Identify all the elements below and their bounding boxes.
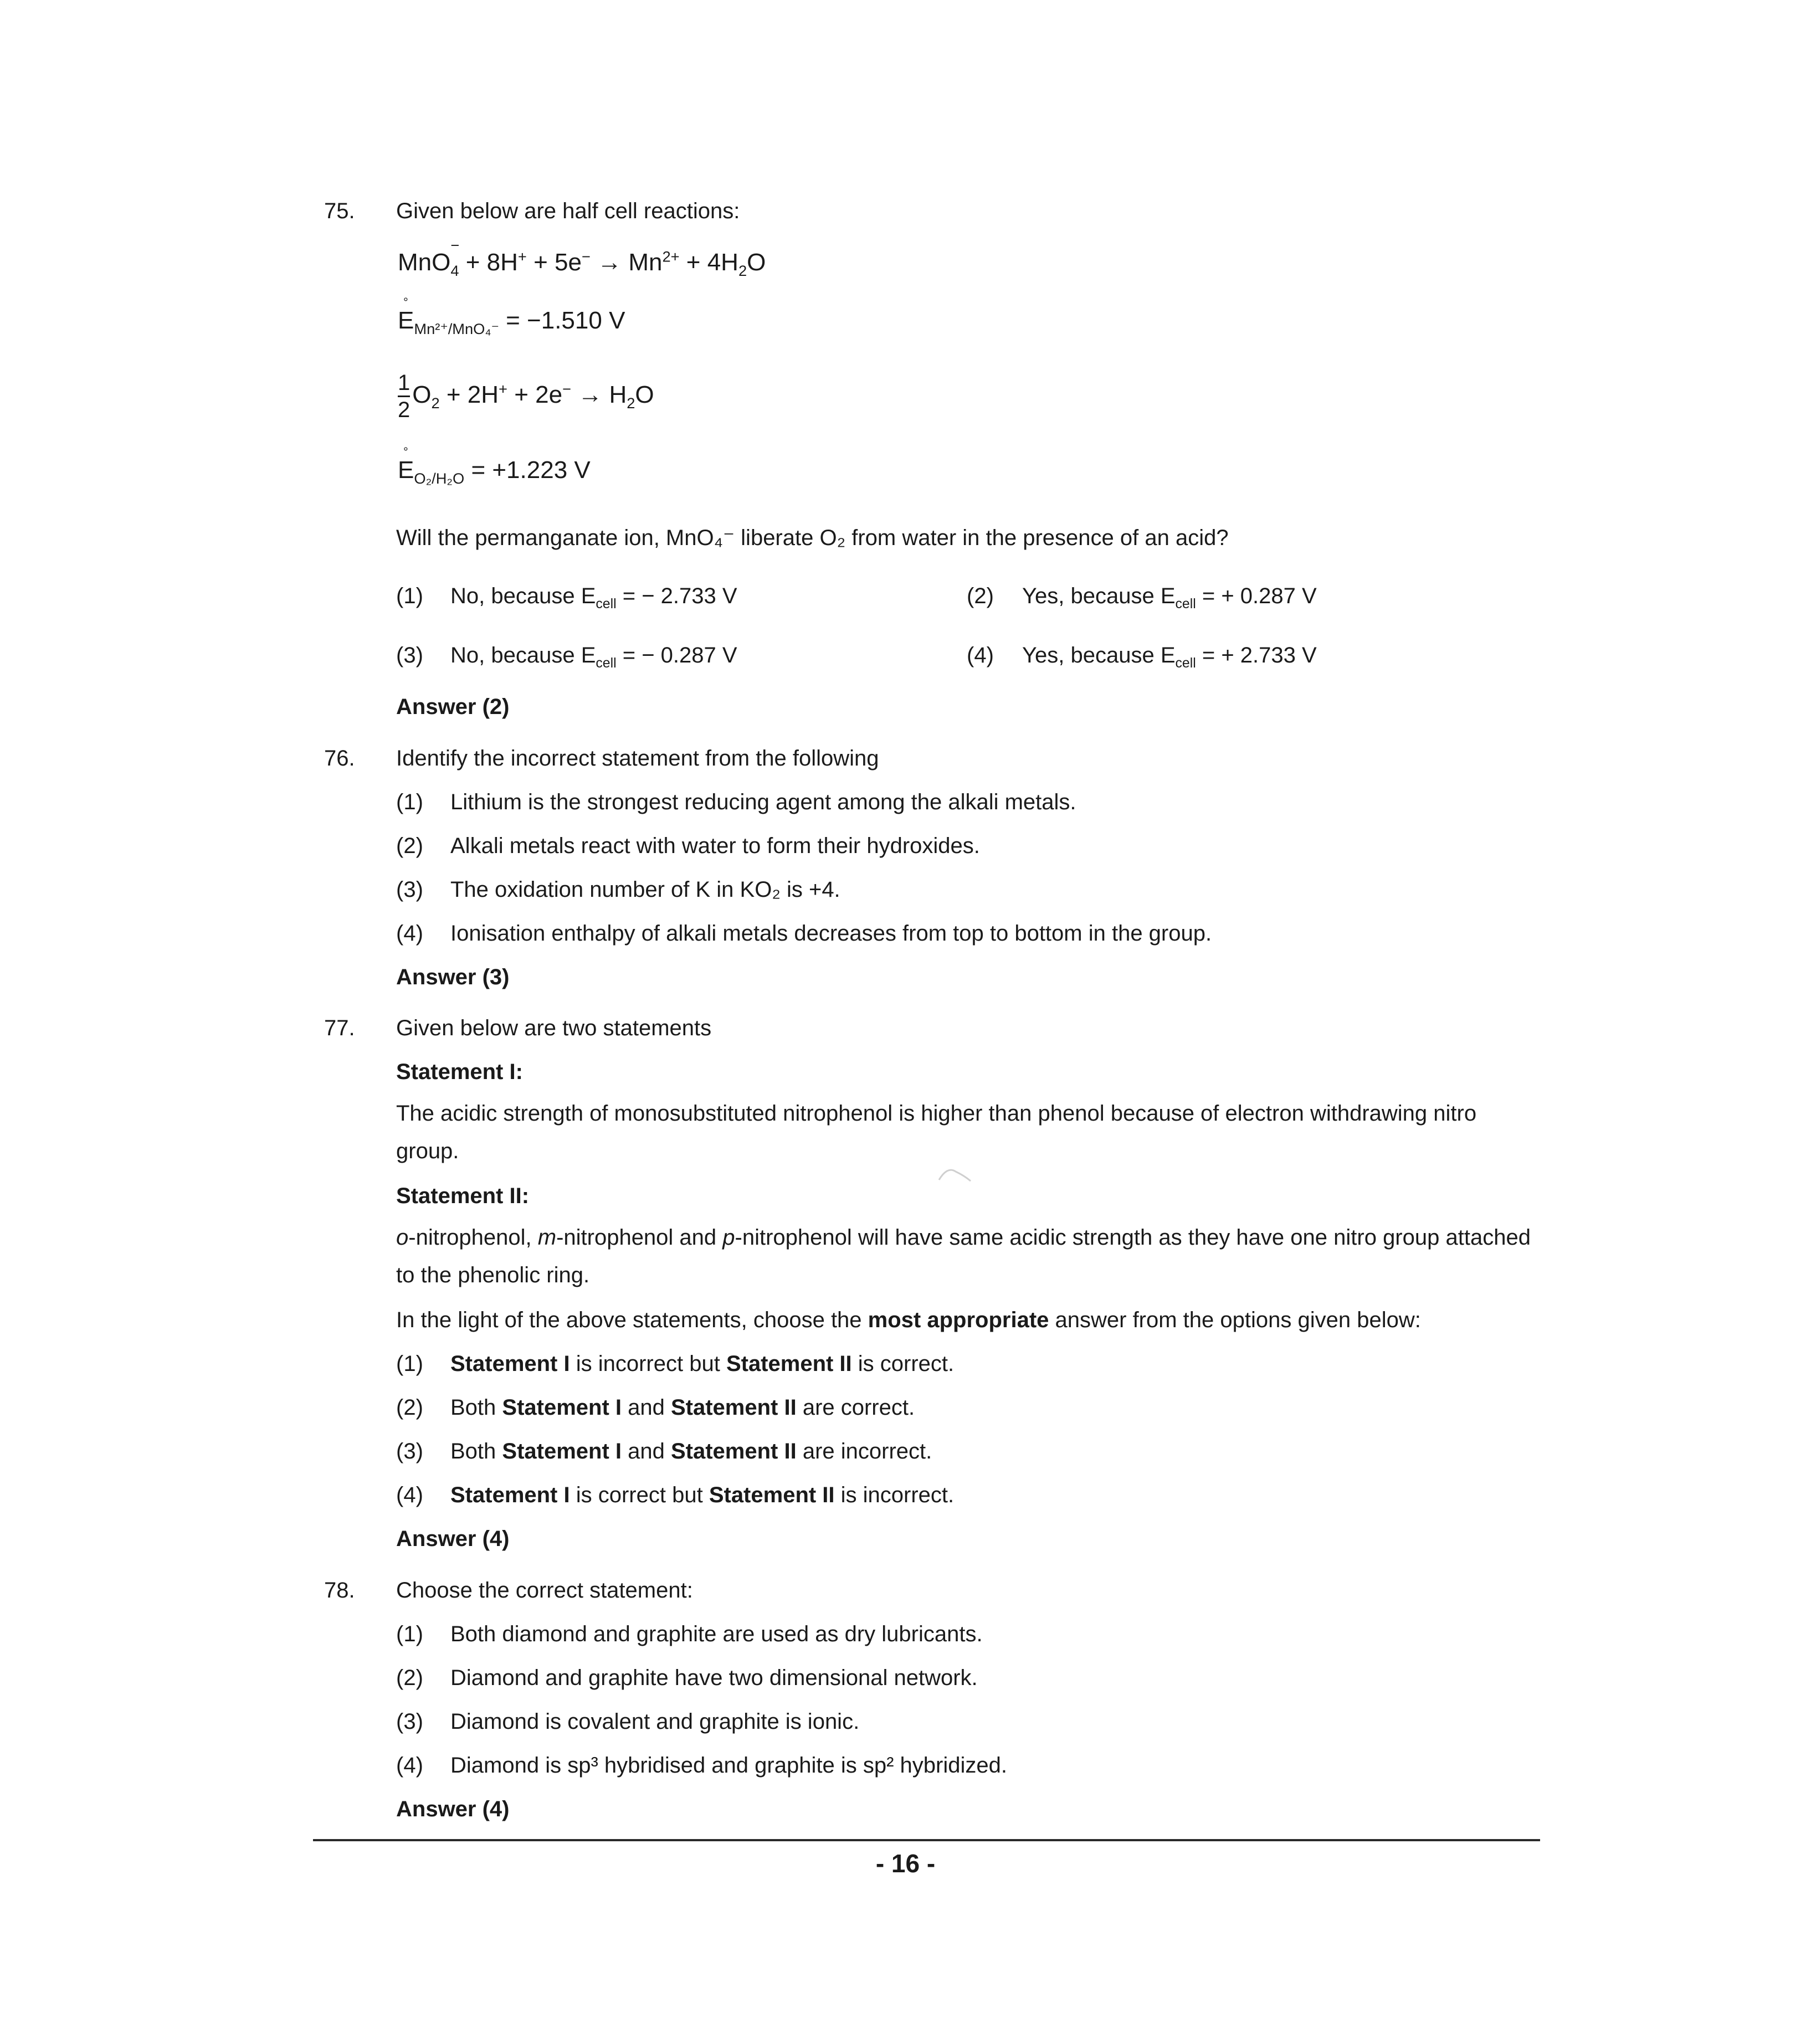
scan-smudge-mark [936, 1163, 975, 1185]
option-text: Lithium is the strongest reducing agent among the alkali metals. [450, 790, 1076, 814]
option-number: (2) [396, 1666, 423, 1690]
answer: Answer (4) [396, 1797, 510, 1821]
option-text: Ionisation enthalpy of alkali metals decreases from top to bottom in the group. [450, 921, 1212, 946]
option-number: (1) [396, 1622, 423, 1646]
half-reaction-1: MnO − $_4 + 8H^+ + 5e^- \to Mn^{2+} + 4H_2O$ [398, 237, 766, 279]
option-number: (4) [967, 643, 994, 667]
option-number: (2) [396, 834, 423, 858]
option-number: (2) [396, 1395, 423, 1420]
option-text: Diamond and graphite have two dimensional network. [450, 1666, 978, 1690]
option-number: (1) [396, 1352, 423, 1376]
option-text: Statement I is incorrect but Statement II is correct. [450, 1352, 955, 1376]
option-text: Statement I is correct but Statement II is incorrect. [450, 1483, 955, 1507]
option-number: (4) [396, 1483, 423, 1507]
fraction-one-half: $\frac{1}{2}$ [398, 371, 411, 422]
statement-2-text: o-nitrophenol, m-nitrophenol and p-nitrophenol will have same acidic strength as they have one nitro group attached to the phenolic ring. [396, 1225, 1531, 1287]
question-stem: Identify the incorrect statement from the following [396, 746, 879, 771]
option-text: No, because $E_{cell}$ = − 2.733 V [450, 584, 737, 612]
option-number: (4) [396, 921, 423, 946]
option-text: Both Statement I and Statement II are correct. [450, 1395, 915, 1420]
page-number: - 16 - [875, 1849, 936, 1878]
option-text: The oxidation number of K in KO₂ is +4. [450, 877, 840, 902]
option-text: No, because $E_{cell}$ = − 0.287 V [450, 643, 737, 671]
question-number: 76. [324, 746, 355, 771]
answer: Answer (2) [396, 695, 510, 719]
option-number: (1) [396, 790, 423, 814]
question-stem: Given below are two statements [396, 1016, 712, 1040]
instruction: In the light of the above statements, choose the most appropriate answer from the options given below: [396, 1308, 1421, 1332]
option-text: Both diamond and graphite are used as dry lubricants. [450, 1622, 983, 1646]
option-number: (3) [396, 1439, 423, 1463]
option-text: Diamond is sp³ hybridised and graphite is sp² hybridized. [450, 1753, 1007, 1778]
option-number: (3) [396, 1709, 423, 1734]
answer: Answer (3) [396, 965, 510, 989]
half-reaction-2: $\frac{1}{2}$ $O_2 + 2H^+ + 2e^- \to H_2O$ [398, 371, 654, 422]
option-text: Yes, because $E_{cell}$ = + 0.287 V [1022, 584, 1317, 612]
option-text: Both Statement I and Statement II are incorrect. [450, 1439, 932, 1463]
option-text: Alkali metals react with water to form their hydroxides. [450, 834, 980, 858]
option-number: (4) [396, 1753, 423, 1778]
footer-divider [313, 1839, 1540, 1841]
option-number: (1) [396, 584, 423, 608]
question-number: 78. [324, 1578, 355, 1603]
question-number: 77. [324, 1016, 355, 1040]
answer: Answer (4) [396, 1527, 510, 1551]
statement-2-label: Statement II: [396, 1184, 530, 1208]
option-text: Yes, because $E_{cell}$ = + 2.733 V [1022, 643, 1317, 671]
electrode-potential-1: E ° $_{Mn^{2+}/MnO_4^-}$ = −1.510 V [398, 295, 625, 337]
statement-1-label: Statement I: [396, 1060, 523, 1084]
question-stem: Choose the correct statement: [396, 1578, 693, 1603]
option-text: Diamond is covalent and graphite is ionic. [450, 1709, 860, 1734]
question-stem: Given below are half cell reactions: [396, 199, 740, 223]
electrode-potential-2: E ° $_{O_2/H_2O}$ = +1.223 V [398, 445, 591, 487]
option-number: (3) [396, 643, 423, 667]
option-number: (3) [396, 877, 423, 902]
option-number: (2) [967, 584, 994, 608]
question-text: Will the permanganate ion, MnO₄⁻ liberate O₂ from water in the presence of an acid? [396, 526, 1229, 550]
statement-1-text: The acidic strength of monosubstituted nitrophenol is higher than phenol because of electron withdrawing nitro group. [396, 1101, 1477, 1163]
question-number: 75. [324, 199, 355, 223]
